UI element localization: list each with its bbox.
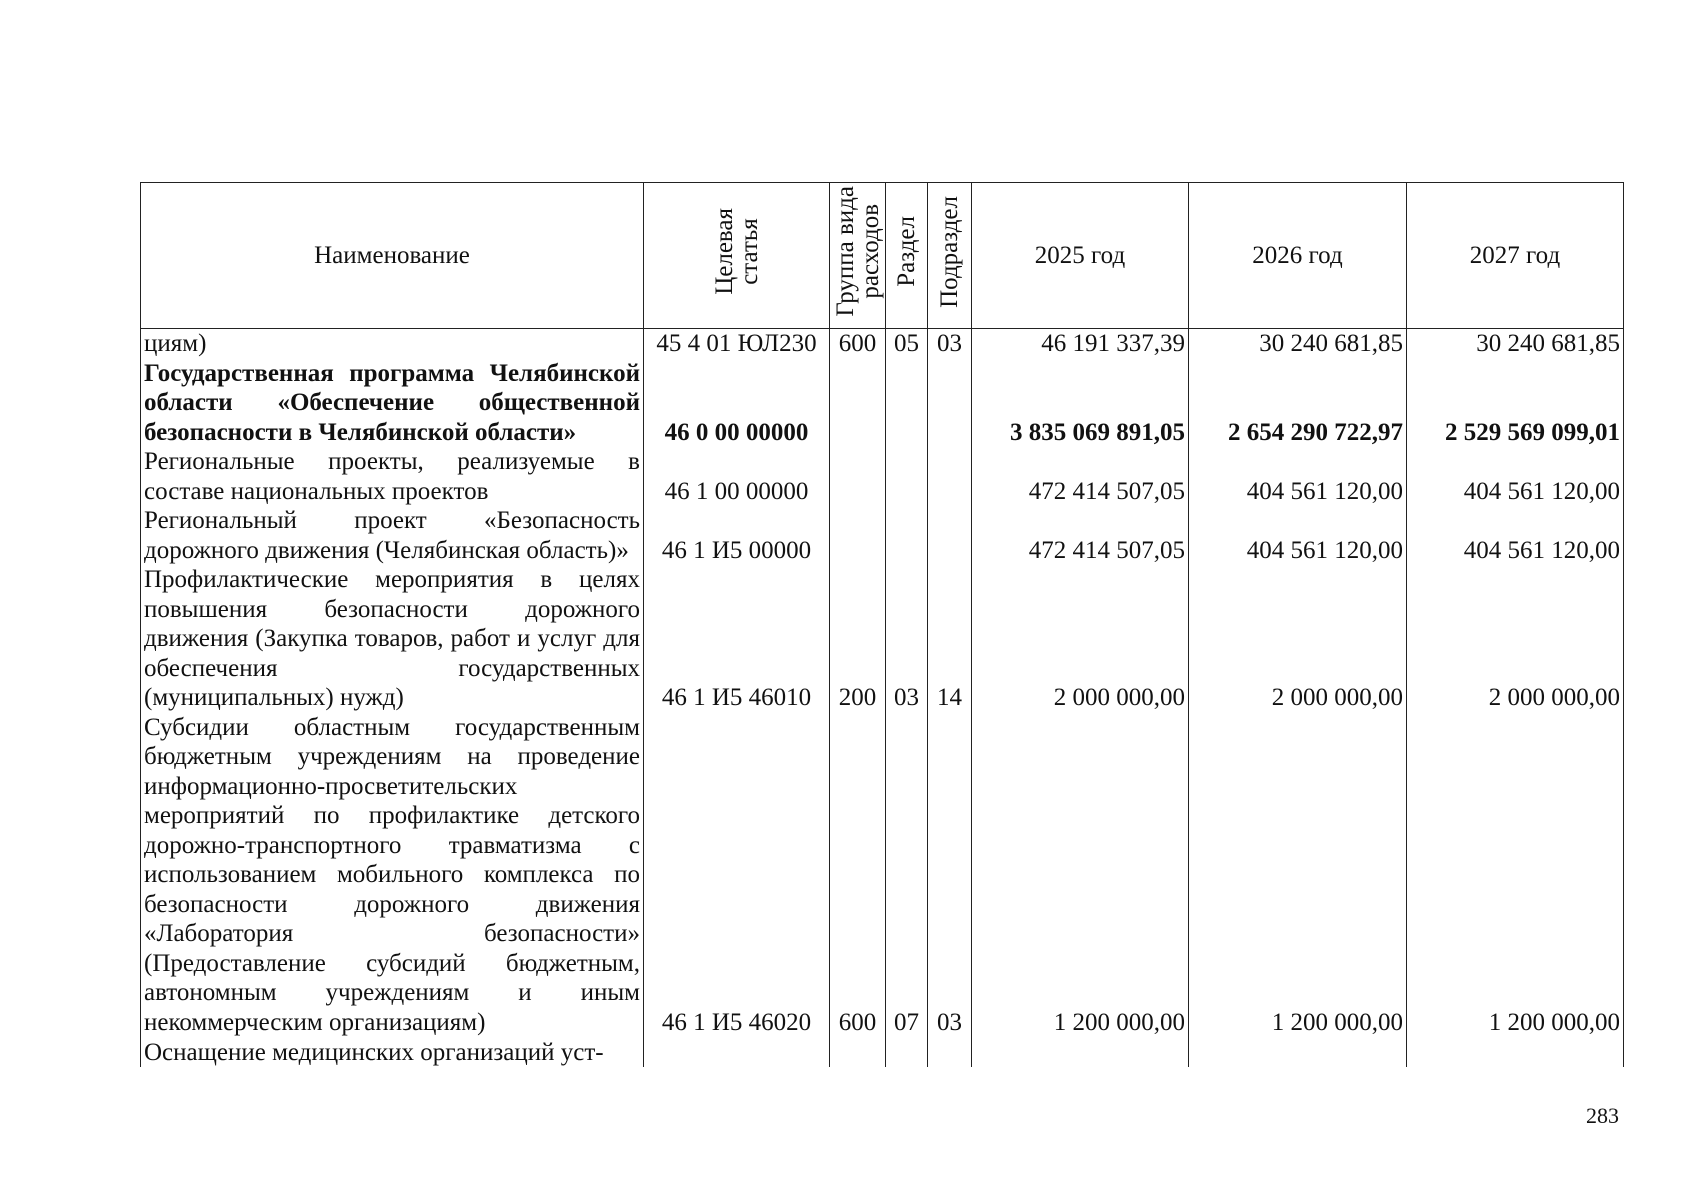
header-name: Наименование bbox=[141, 183, 644, 329]
cell-subsection bbox=[928, 447, 972, 506]
cell-name: Оснащение медицинских организаций уст- bbox=[141, 1037, 644, 1067]
cell-target-article bbox=[644, 1037, 830, 1067]
cell-subsection: 14 bbox=[928, 565, 972, 713]
header-year-2025: 2025 год bbox=[972, 183, 1189, 329]
cell-2026 bbox=[1189, 1037, 1407, 1067]
table-header-row bbox=[141, 183, 1624, 329]
cell-expense-group: 200 bbox=[830, 565, 886, 713]
cell-2026: 404 561 120,00 bbox=[1189, 506, 1407, 565]
cell-2025: 2 000 000,00 bbox=[972, 565, 1189, 713]
cell-expense-group bbox=[830, 359, 886, 448]
cell-section: 03 bbox=[886, 565, 928, 713]
cell-2027: 1 200 000,00 bbox=[1407, 713, 1624, 1038]
cell-2026: 1 200 000,00 bbox=[1189, 713, 1407, 1038]
cell-name: Государственная программа Челябинской области «Обеспечение общественной безопасности в Челябинской области» bbox=[141, 359, 644, 448]
cell-2027: 404 561 120,00 bbox=[1407, 447, 1624, 506]
cell-name: Региональный проект «Безопасность дорожного движения (Челябинская область)» bbox=[141, 506, 644, 565]
cell-target-article: 46 0 00 00000 bbox=[644, 359, 830, 448]
cell-expense-group bbox=[830, 506, 886, 565]
cell-2025: 472 414 507,05 bbox=[972, 447, 1189, 506]
table-row bbox=[141, 713, 1624, 1038]
table-row bbox=[141, 506, 1624, 565]
cell-target-article: 46 1 И5 00000 bbox=[644, 506, 830, 565]
header-expense-group: Группа вида расходов bbox=[830, 183, 886, 329]
cell-subsection: 03 bbox=[928, 713, 972, 1038]
cell-name: Региональные проекты, реализуемые в составе национальных проектов bbox=[141, 447, 644, 506]
cell-2026: 2 654 290 722,97 bbox=[1189, 359, 1407, 448]
cell-2027 bbox=[1407, 1037, 1624, 1067]
cell-2025 bbox=[972, 1037, 1189, 1067]
page-number: 283 bbox=[1586, 1103, 1619, 1128]
cell-target-article: 45 4 01 ЮЛ230 bbox=[644, 329, 830, 359]
table-row bbox=[141, 1037, 1624, 1067]
cell-2027: 2 000 000,00 bbox=[1407, 565, 1624, 713]
cell-2026: 2 000 000,00 bbox=[1189, 565, 1407, 713]
cell-2025: 1 200 000,00 bbox=[972, 713, 1189, 1038]
cell-target-article: 46 1 00 00000 bbox=[644, 447, 830, 506]
table-row bbox=[141, 359, 1624, 448]
table-row bbox=[141, 447, 1624, 506]
header-year-2026: 2026 год bbox=[1189, 183, 1407, 329]
header-year-2027: 2027 год bbox=[1407, 183, 1624, 329]
cell-subsection: 03 bbox=[928, 329, 972, 359]
cell-section bbox=[886, 1037, 928, 1067]
cell-section bbox=[886, 447, 928, 506]
cell-2026: 404 561 120,00 bbox=[1189, 447, 1407, 506]
cell-section: 05 bbox=[886, 329, 928, 359]
cell-2027: 30 240 681,85 bbox=[1407, 329, 1624, 359]
cell-name: Профилактические мероприятия в целях повышения безопасности дорожного движения (Закупка товаров, работ и услуг для обеспечения государственных (муниципальных) нужд) bbox=[141, 565, 644, 713]
cell-expense-group bbox=[830, 447, 886, 506]
header-subsection: Подраздел bbox=[928, 183, 972, 329]
cell-section: 07 bbox=[886, 713, 928, 1038]
cell-2026: 30 240 681,85 bbox=[1189, 329, 1407, 359]
cell-section bbox=[886, 359, 928, 448]
header-target-article: Целевая статья bbox=[644, 183, 830, 329]
cell-target-article: 46 1 И5 46010 bbox=[644, 565, 830, 713]
cell-2025: 472 414 507,05 bbox=[972, 506, 1189, 565]
cell-2027: 2 529 569 099,01 bbox=[1407, 359, 1624, 448]
cell-name: циям) bbox=[141, 329, 644, 359]
cell-expense-group: 600 bbox=[830, 713, 886, 1038]
cell-target-article: 46 1 И5 46020 bbox=[644, 713, 830, 1038]
cell-expense-group bbox=[830, 1037, 886, 1067]
cell-2027: 404 561 120,00 bbox=[1407, 506, 1624, 565]
cell-section bbox=[886, 506, 928, 565]
cell-2025: 46 191 337,39 bbox=[972, 329, 1189, 359]
table-row bbox=[141, 329, 1624, 359]
budget-table bbox=[140, 182, 1624, 1067]
header-section: Раздел bbox=[886, 183, 928, 329]
cell-subsection bbox=[928, 1037, 972, 1067]
cell-expense-group: 600 bbox=[830, 329, 886, 359]
cell-name: Субсидии областным государственным бюджетным учреждениям на проведение информационно-просветительских мероприятий по профилактике детского дорожно-транспортного травматизма с использованием мобильного комплекса по безопасности дорожного движения «Лаборатория безопасности» (Предоставление субсидий бюджетным, автономным учреждениям и иным некоммерческим организациям) bbox=[141, 713, 644, 1038]
cell-2025: 3 835 069 891,05 bbox=[972, 359, 1189, 448]
table-row bbox=[141, 565, 1624, 713]
cell-subsection bbox=[928, 506, 972, 565]
cell-subsection bbox=[928, 359, 972, 448]
